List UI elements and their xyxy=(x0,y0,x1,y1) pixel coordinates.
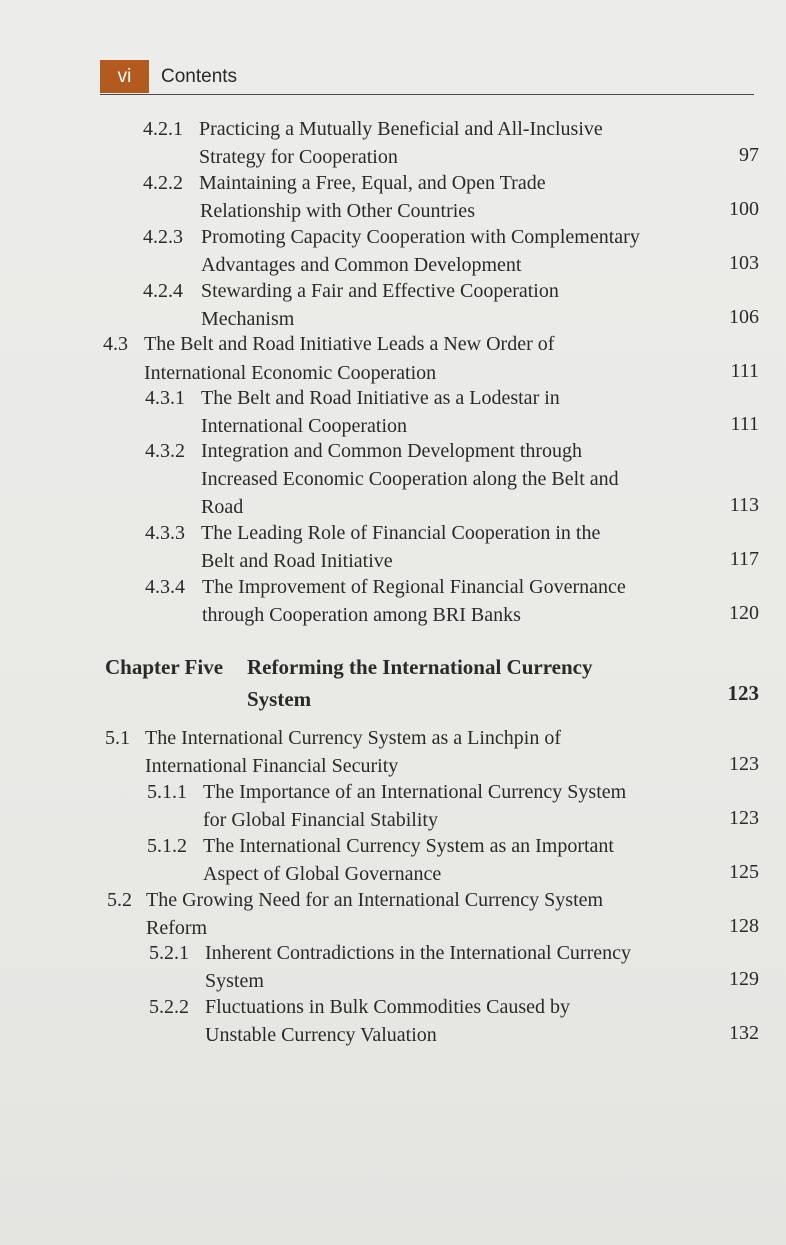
entry-title-line: The International Currency System as a Linchpin of xyxy=(145,727,561,749)
entry-title-line: The Belt and Road Initiative Leads a New Order of xyxy=(144,333,555,355)
entry-title-line: Strategy for Cooperation xyxy=(199,146,398,168)
section-number: 4.3.4 xyxy=(145,576,185,598)
entry-title-line: Reforming the International Currency xyxy=(247,655,593,679)
entry-title-line: Stewarding a Fair and Effective Cooperation xyxy=(201,280,559,302)
page-number: 117 xyxy=(729,548,759,570)
page-number: 123 xyxy=(729,753,759,775)
page-number-badge: vi xyxy=(100,60,149,93)
entry-title-line: for Global Financial Stability xyxy=(203,809,438,831)
page-number: 123 xyxy=(729,807,759,829)
header-title: Contents xyxy=(161,66,238,87)
page-number: 123 xyxy=(727,681,759,705)
entry-title-line: Increased Economic Cooperation along the Belt and xyxy=(201,468,619,490)
section-number: 4.2.4 xyxy=(143,280,183,302)
section-number: 4.2.1 xyxy=(143,118,183,140)
entry-title-line: Practicing a Mutually Beneficial and All-Inclusive xyxy=(199,118,603,140)
entry-title-line: International Cooperation xyxy=(201,415,408,437)
entry-title-line: International Economic Cooperation xyxy=(144,362,437,384)
entry-title-line: Maintaining a Free, Equal, and Open Trade xyxy=(199,172,546,194)
section-number: 4.2.2 xyxy=(143,172,183,194)
entry-title-line: Advantages and Common Development xyxy=(201,254,522,276)
section-number: 5.2.1 xyxy=(149,942,189,964)
entry-title-line: Reform xyxy=(146,917,208,939)
entry-title-line: System xyxy=(247,687,312,711)
page-number: 111 xyxy=(730,413,759,435)
section-number: 5.1.1 xyxy=(147,781,187,803)
page-number: 111 xyxy=(730,360,759,382)
entry-title-line: Unstable Currency Valuation xyxy=(205,1024,437,1046)
entry-title-line: Integration and Common Development through xyxy=(201,440,583,462)
section-number: 4.3.1 xyxy=(145,387,185,409)
section-number: 5.2.2 xyxy=(149,996,189,1018)
section-number: 4.3.2 xyxy=(145,440,185,462)
page-number: 100 xyxy=(729,198,759,220)
page-number: 128 xyxy=(729,915,759,937)
page-header xyxy=(100,60,754,95)
entry-title-line: The Leading Role of Financial Cooperation in the xyxy=(201,522,601,544)
entry-title-line: The Belt and Road Initiative as a Lodestar in xyxy=(201,387,560,409)
entry-title-line: through Cooperation among BRI Banks xyxy=(202,604,521,626)
section-number: 5.1 xyxy=(105,727,130,749)
entry-title-line: Relationship with Other Countries xyxy=(200,200,475,222)
section-number: 4.3.3 xyxy=(145,522,185,544)
section-number: 5.1.2 xyxy=(147,835,187,857)
page-number: 129 xyxy=(729,968,759,990)
section-number: 5.2 xyxy=(107,889,132,911)
entry-title-line: The International Currency System as an Important xyxy=(203,835,614,857)
entry-title-line: Mechanism xyxy=(201,308,295,330)
entry-title-line: The Improvement of Regional Financial Governance xyxy=(202,576,626,598)
entry-title-line: Fluctuations in Bulk Commodities Caused by xyxy=(205,996,570,1018)
page-number: 103 xyxy=(729,252,759,274)
entry-title-line: System xyxy=(205,970,264,992)
section-number: 4.2.3 xyxy=(143,226,183,248)
entry-title-line: The Growing Need for an International Currency System xyxy=(146,889,604,911)
entry-title-line: Belt and Road Initiative xyxy=(201,550,393,572)
page-number: 113 xyxy=(729,494,759,516)
entry-title-line: Road xyxy=(201,496,244,518)
section-number: Chapter Five xyxy=(105,655,224,679)
page-number: 120 xyxy=(729,602,759,624)
page-number: 97 xyxy=(739,144,759,166)
entry-title-line: International Financial Security xyxy=(145,755,399,777)
entry-title-line: The Importance of an International Currency System xyxy=(203,781,627,803)
entry-title-line: Aspect of Global Governance xyxy=(203,863,442,885)
page-number: 132 xyxy=(729,1022,759,1044)
entry-title-line: Promoting Capacity Cooperation with Complementary xyxy=(201,226,640,248)
page-number: 125 xyxy=(729,861,759,883)
section-number: 4.3 xyxy=(103,333,128,355)
page-number: 106 xyxy=(729,306,759,328)
entry-title-line: Inherent Contradictions in the International Currency xyxy=(205,942,631,964)
